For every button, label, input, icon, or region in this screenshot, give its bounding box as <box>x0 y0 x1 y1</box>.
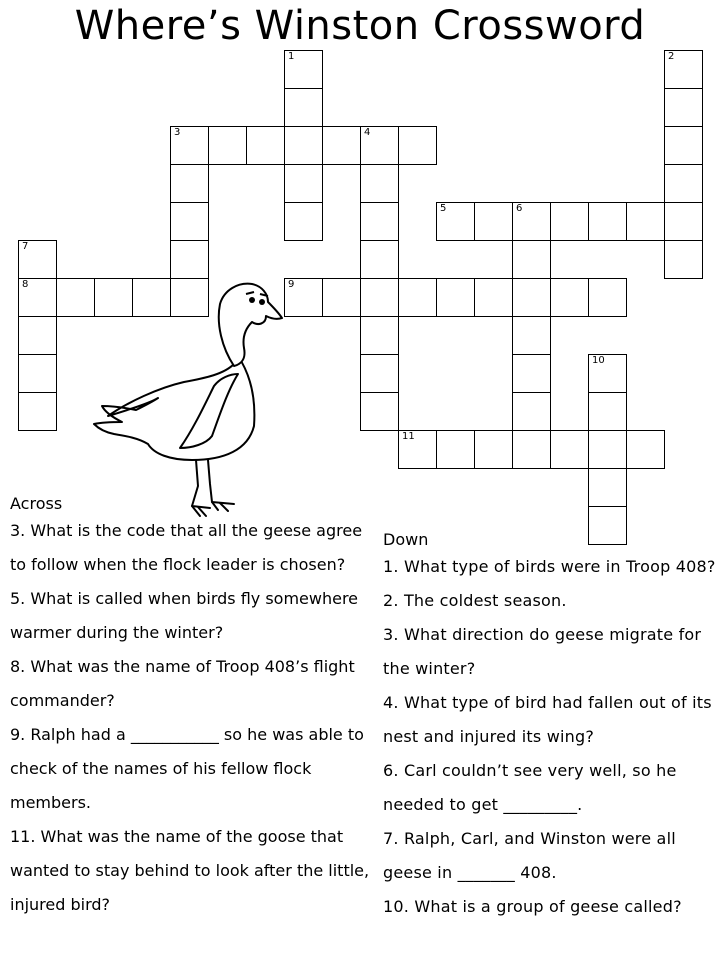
grid-cell[interactable] <box>664 50 703 89</box>
cell-number: 4 <box>364 127 371 138</box>
grid-cell[interactable] <box>284 126 323 165</box>
clue-down-6: 6. Carl couldn’t see very well, so he needed to get _________. <box>383 761 677 814</box>
grid-cell[interactable] <box>398 126 437 165</box>
grid-cell[interactable] <box>360 202 399 241</box>
grid-cell[interactable] <box>170 240 209 279</box>
grid-cell[interactable] <box>360 240 399 279</box>
cell-number: 2 <box>668 51 675 62</box>
clue-across-11: 11. What was the name of the goose that wanted to stay behind to look after the little, injured bird? <box>10 827 370 914</box>
cell-number: 9 <box>288 279 295 290</box>
grid-cell[interactable] <box>360 164 399 203</box>
clue-down-4: 4. What type of bird had fallen out of its nest and injured its wing? <box>383 693 712 746</box>
grid-cell[interactable] <box>18 278 57 317</box>
cell-number: 10 <box>592 355 605 366</box>
grid-cell[interactable] <box>664 240 703 279</box>
grid-cell[interactable] <box>208 126 247 165</box>
grid-cell[interactable] <box>664 126 703 165</box>
grid-cell[interactable] <box>512 316 551 355</box>
grid-cell[interactable] <box>18 316 57 355</box>
grid-cell[interactable] <box>626 430 665 469</box>
grid-cell[interactable] <box>436 278 475 317</box>
grid-cell[interactable] <box>398 430 437 469</box>
grid-cell[interactable] <box>474 278 513 317</box>
grid-cell[interactable] <box>170 202 209 241</box>
grid-cell[interactable] <box>18 354 57 393</box>
clue-across-3: 3. What is the code that all the geese agree to follow when the flock leader is chosen? <box>10 521 363 574</box>
grid-cell[interactable] <box>550 430 589 469</box>
grid-cell[interactable] <box>284 164 323 203</box>
down-clues <box>383 530 718 924</box>
page-title: Where’s Winston Crossword <box>74 3 646 49</box>
grid-cell[interactable] <box>398 278 437 317</box>
grid-cell[interactable] <box>588 392 627 431</box>
cell-number: 7 <box>22 241 29 252</box>
grid-cell[interactable] <box>18 392 57 431</box>
grid-cell[interactable] <box>246 126 285 165</box>
grid-cell[interactable] <box>170 126 209 165</box>
cell-number: 8 <box>22 279 29 290</box>
grid-cell[interactable] <box>360 392 399 431</box>
clue-down-1: 1. What type of birds were in Troop 408? <box>383 557 716 576</box>
clue-down-3: 3. What direction do geese migrate for the winter? <box>383 625 702 678</box>
cell-number: 6 <box>516 203 523 214</box>
grid-cell[interactable] <box>284 50 323 89</box>
grid-cell[interactable] <box>664 164 703 203</box>
grid-cell[interactable] <box>588 468 627 507</box>
grid-cell[interactable] <box>18 240 57 279</box>
clue-down-7: 7. Ralph, Carl, and Winston were all geese in _______ 408. <box>383 829 676 882</box>
grid-cell[interactable] <box>360 316 399 355</box>
grid-cell[interactable] <box>626 202 665 241</box>
grid-cell[interactable] <box>474 202 513 241</box>
grid-cell[interactable] <box>512 392 551 431</box>
grid-cell[interactable] <box>588 354 627 393</box>
grid-cell[interactable] <box>436 430 475 469</box>
grid-cell[interactable] <box>512 202 551 241</box>
grid-cell[interactable] <box>322 126 361 165</box>
grid-cell[interactable] <box>284 202 323 241</box>
clue-across-9: 9. Ralph had a ___________ so he was able to check of the names of his fellow flock members. <box>10 725 364 812</box>
clue-down-2: 2. The coldest season. <box>383 591 567 610</box>
cell-number: 3 <box>174 127 181 138</box>
grid-cell[interactable] <box>360 126 399 165</box>
grid-cell[interactable] <box>360 278 399 317</box>
goose-illustration <box>88 278 298 528</box>
grid-cell[interactable] <box>474 430 513 469</box>
across-clues <box>10 494 370 922</box>
across-heading: Across <box>10 494 63 513</box>
grid-cell[interactable] <box>512 354 551 393</box>
cell-number: 5 <box>440 203 447 214</box>
grid-cell[interactable] <box>322 278 361 317</box>
grid-cell[interactable] <box>588 278 627 317</box>
grid-cell[interactable] <box>170 164 209 203</box>
grid-cell[interactable] <box>436 202 475 241</box>
clue-across-8: 8. What was the name of Troop 408’s flight commander? <box>10 657 355 710</box>
grid-cell[interactable] <box>284 88 323 127</box>
grid-cell[interactable] <box>588 202 627 241</box>
grid-cell[interactable] <box>512 278 551 317</box>
grid-cell[interactable] <box>550 202 589 241</box>
grid-cell[interactable] <box>360 354 399 393</box>
down-heading: Down <box>383 530 429 549</box>
grid-cell[interactable] <box>588 430 627 469</box>
cell-number: 11 <box>402 431 415 442</box>
grid-cell[interactable] <box>664 88 703 127</box>
grid-cell[interactable] <box>512 430 551 469</box>
clue-down-10: 10. What is a group of geese called? <box>383 897 682 916</box>
grid-cell[interactable] <box>550 278 589 317</box>
grid-cell[interactable] <box>664 202 703 241</box>
clue-across-5: 5. What is called when birds fly somewhere warmer during the winter? <box>10 589 359 642</box>
grid-cell[interactable] <box>512 240 551 279</box>
cell-number: 1 <box>288 51 295 62</box>
